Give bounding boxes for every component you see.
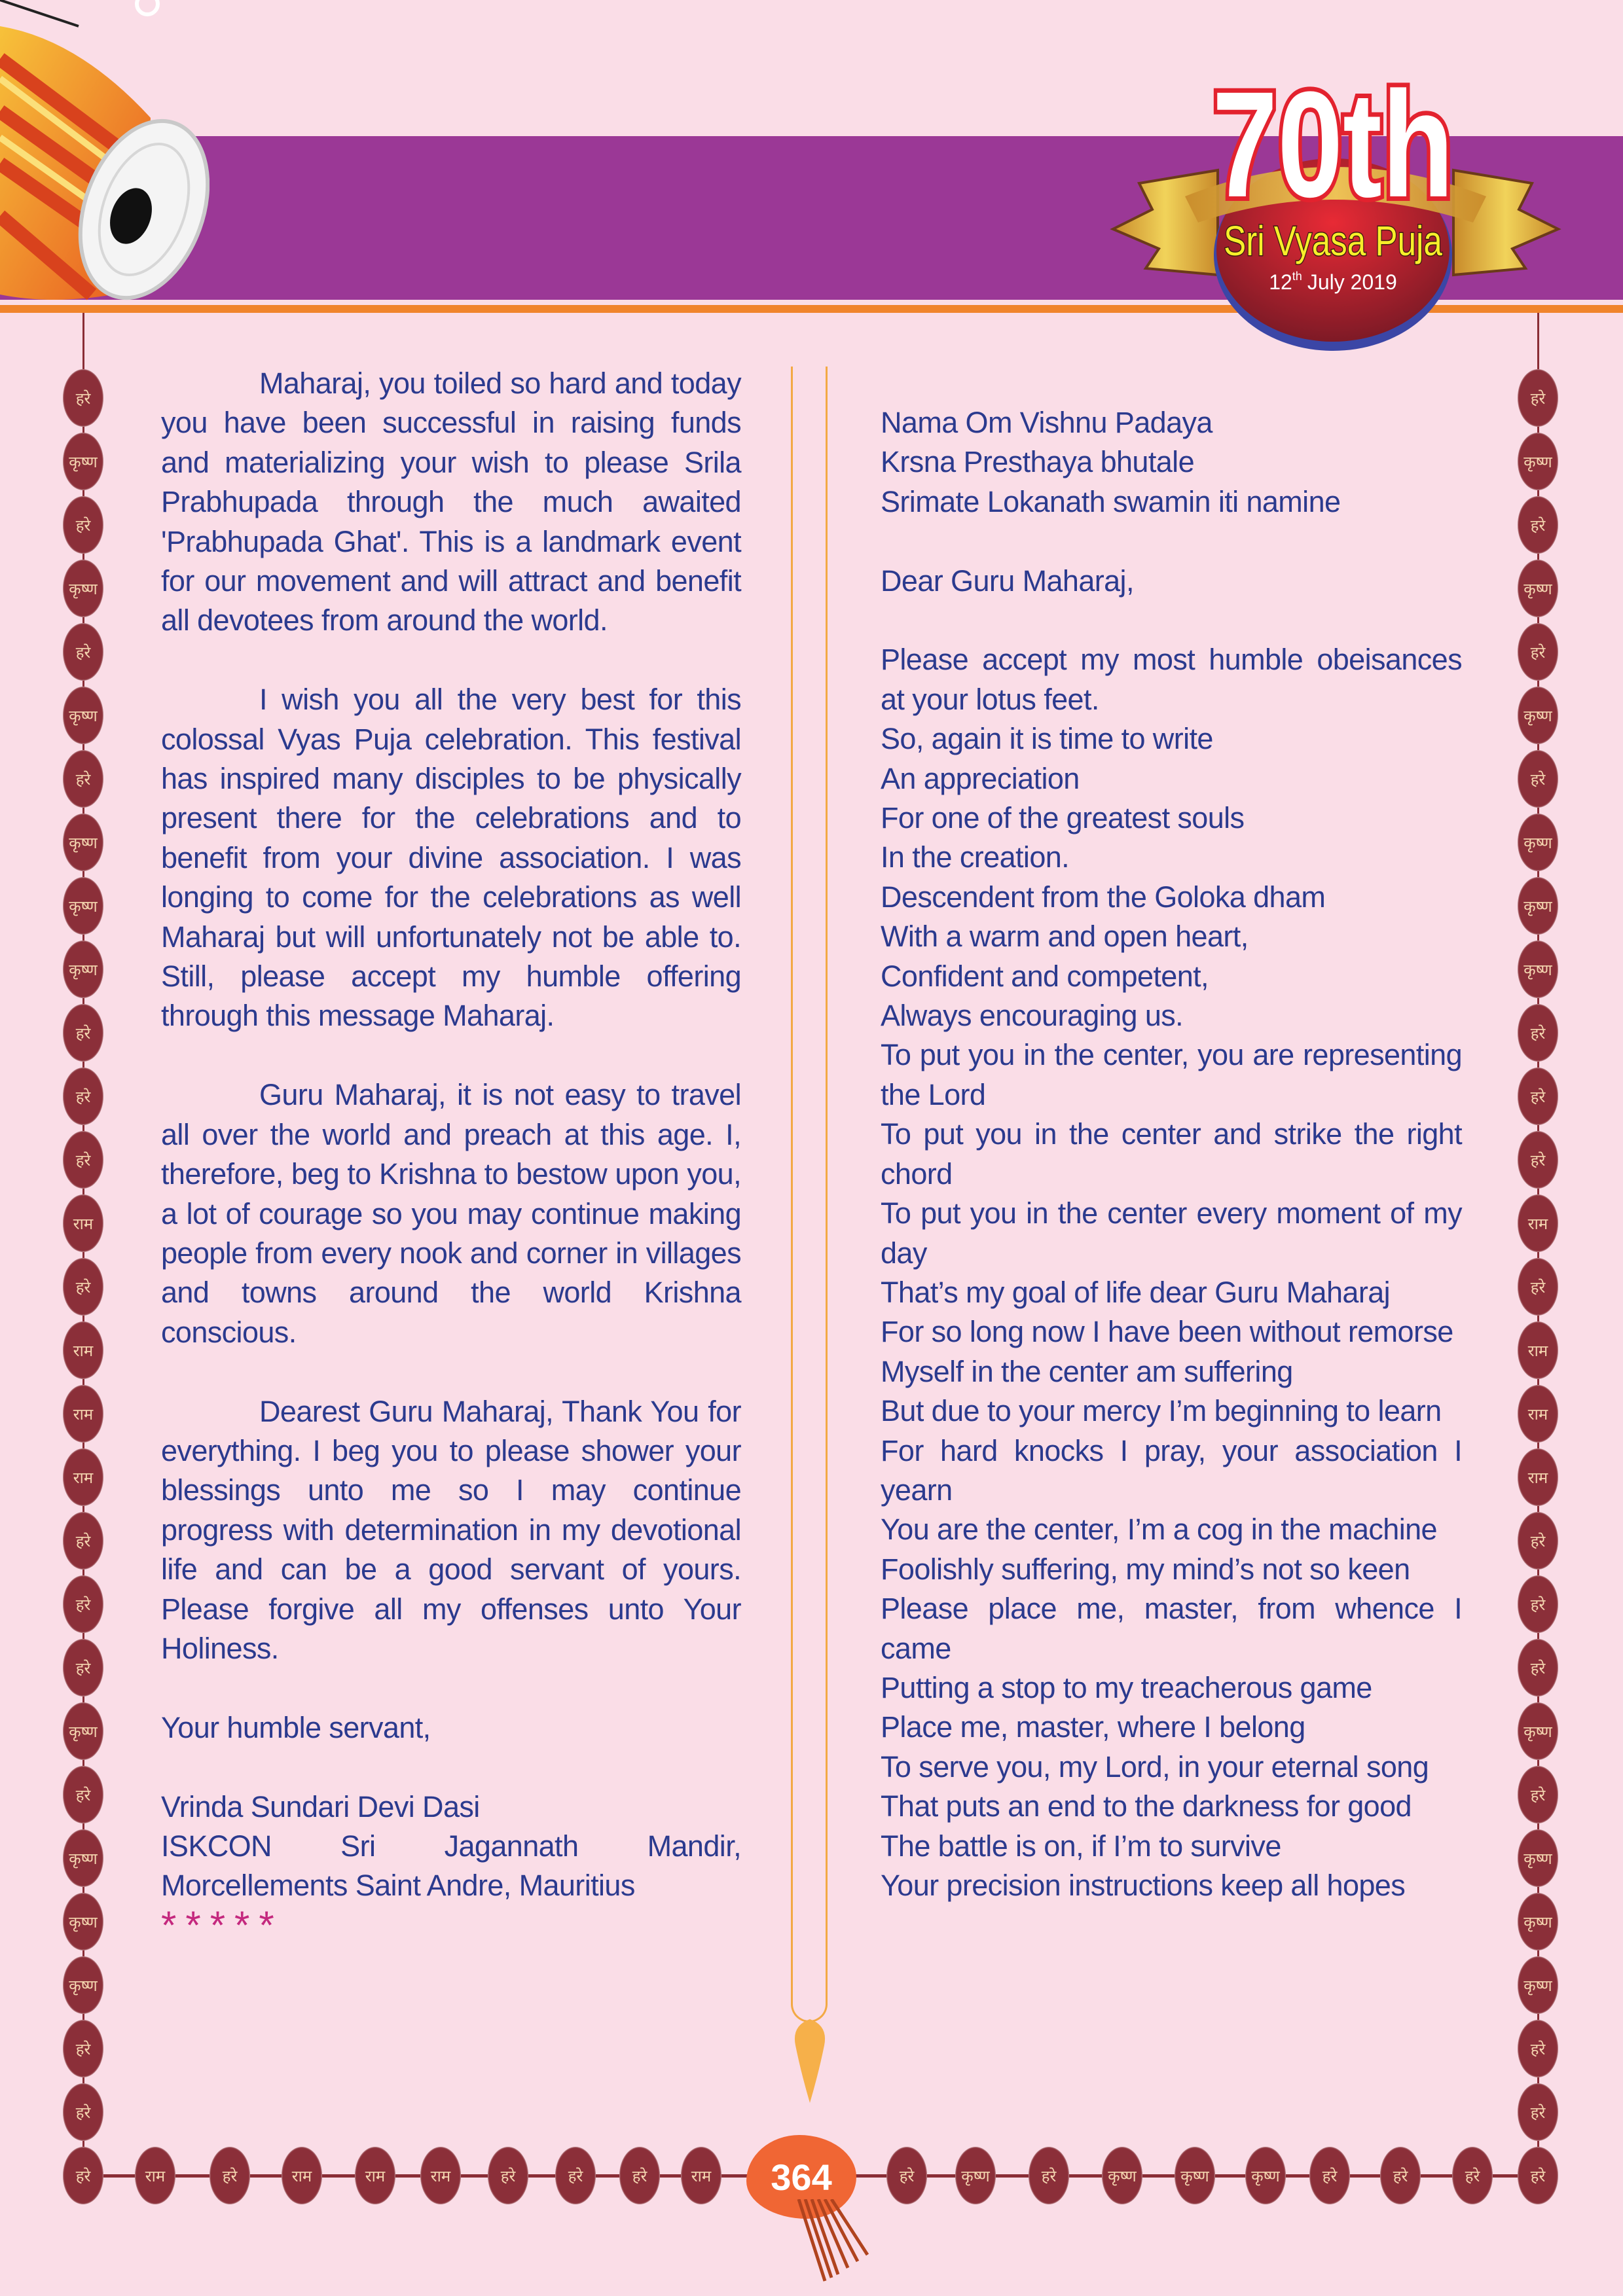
signature-name: Vrinda Sundari Devi Dasi [161, 1789, 480, 1823]
tassel-ornament [786, 2199, 877, 2284]
mantra-bead: हरे [63, 1512, 103, 1570]
poem-line: To serve you, my Lord, in your eternal song [881, 1749, 1429, 1784]
badge-date: 12th July 2019 [1269, 270, 1397, 294]
letter-paragraph: Maharaj, you toiled so hard and today you have been successful in raising funds and materializing your wish to please Srila Prabhupada through the much awaited 'Prabhupada Ghat'. This is a landmark event for our movement and will attract and benefit all devotees from around the world. [161, 367, 741, 637]
page-number: 364 [746, 2135, 856, 2219]
mantra-bead: हरे [1518, 1131, 1558, 1189]
mantra-line: Krsna Presthaya bhutale [881, 445, 1195, 479]
mantra-bead: हरे [555, 2147, 596, 2204]
mantra-bead: कृष्ण [63, 1956, 103, 2014]
mantra-bead: हरे [63, 1575, 103, 1633]
mantra-bead: हरे [63, 2083, 103, 2141]
mantra-bead: कृष्ण [63, 433, 103, 490]
letter-paragraph: Guru Maharaj, it is not easy to travel all over the world and preach at this age. I, therefore, beg to Krishna to bestow upon you, a lot of courage so you may continue making people from every nook and corner in villages and towns around the world Krishna conscious. [161, 1078, 741, 1349]
poem-line: For hard knocks I pray, your association I yearn [881, 1433, 1462, 1507]
poem-line: An appreciation [881, 761, 1080, 795]
letter-column [161, 364, 741, 1945]
mantra-bead: हरे [63, 1258, 103, 1316]
mantra-bead: कृष्ण [1102, 2147, 1142, 2204]
signature-organization: ISKCON Sri Jagannath Mandir, [161, 1829, 741, 1863]
mantra-bead: हरे [63, 1766, 103, 1823]
poem-line: With a warm and open heart, [881, 920, 1249, 954]
mantra-bead: कृष्ण [1518, 877, 1558, 935]
mantra-bead: हरे [1380, 2147, 1421, 2204]
mantra-bead: कृष्ण [63, 687, 103, 744]
mantra-bead: राम [135, 2147, 175, 2204]
closing-line: Your humble servant, [161, 1710, 431, 1744]
divider-drop-ornament [790, 2019, 830, 2104]
mantra-bead: कृष्ण [955, 2147, 996, 2204]
mantra-bead: कृष्ण [63, 1893, 103, 1950]
poem-line: To put you in the center and strike the right chord [881, 1117, 1462, 1191]
poem-line: Place me, master, where I belong [881, 1710, 1305, 1744]
stars-separator: ***** [161, 1903, 283, 1947]
poem-line: That’s my goal of life dear Guru Maharaj [881, 1275, 1391, 1309]
column-divider [791, 367, 828, 2022]
salutation: Dear Guru Maharaj, [881, 564, 1134, 598]
mantra-bead: हरे [1518, 369, 1558, 427]
mantra-bead: हरे [1518, 2020, 1558, 2077]
mantra-bead: हरे [63, 496, 103, 554]
mantra-bead: हरे [1309, 2147, 1350, 2204]
mantra-bead: कृष्ण [1518, 1702, 1558, 1760]
poem-line: So, again it is time to write [881, 722, 1213, 756]
mantra-line: Nama Om Vishnu Padaya [881, 406, 1213, 439]
mantra-bead: कृष्ण [1175, 2147, 1215, 2204]
mantra-bead: हरे [1518, 1512, 1558, 1570]
mantra-bead: हरे [1518, 496, 1558, 554]
poem-column [881, 403, 1462, 1905]
mantra-bead: हरे [1518, 1766, 1558, 1823]
mantra-bead: हरे [63, 1067, 103, 1125]
mantra-bead: राम [63, 1448, 103, 1506]
poem-line: That puts an end to the darkness for good [881, 1789, 1412, 1823]
letter-paragraph: Dearest Guru Maharaj, Thank You for everything. I beg you to please shower your blessings unto me so I may continue progress with determination in my devotional life and can be a good servant of yours. Please forgive all my offenses unto Your Holiness. [161, 1394, 741, 1665]
mantra-bead: कृष्ण [1518, 687, 1558, 744]
poem-line: For one of the greatest souls [881, 801, 1245, 835]
badge-ordinal: 70th [1212, 60, 1454, 229]
poem-line: Foolishly suffering, my mind’s not so keen [881, 1552, 1410, 1586]
mantra-bead: कृष्ण [1245, 2147, 1286, 2204]
mantra-bead: हरे [63, 1004, 103, 1062]
mantra-bead: कृष्ण [63, 560, 103, 617]
mantra-bead: कृष्ण [63, 877, 103, 935]
mantra-bead: कृष्ण [1518, 433, 1558, 490]
mantra-bead: हरे [1518, 750, 1558, 808]
mantra-bead: राम [1518, 1385, 1558, 1443]
mantra-bead: कृष्ण [1518, 814, 1558, 871]
letter-paragraph: I wish you all the very best for this colossal Vyas Puja celebration. This festival has inspired many disciples to be physically present there for the celebrations and to benefit from your divine association. I was longing to come for the celebrations as well Maharaj but will unfortunately not be able to. Still, please accept my humble offering through this message Maharaj. [161, 683, 741, 1033]
poem-line: Putting a stop to my treacherous game [881, 1670, 1372, 1704]
mantra-bead: कृष्ण [1518, 560, 1558, 617]
mantra-bead: हरे [63, 750, 103, 808]
mantra-bead: राम [420, 2147, 461, 2204]
mantra-bead: हरे [63, 623, 103, 681]
mantra-bead: हरे [886, 2147, 927, 2204]
mantra-bead: हरे [63, 1639, 103, 1696]
poem-line: Always encouraging us. [881, 999, 1184, 1033]
mantra-bead: हरे [63, 2020, 103, 2077]
mantra-bead: कृष्ण [63, 1829, 103, 1887]
poem-line: Myself in the center am suffering [881, 1354, 1293, 1388]
mantra-bead: कृष्ण [63, 941, 103, 998]
signature-place: Morcellements Saint Andre, Mauritius [161, 1869, 635, 1903]
mantra-bead: राम [1518, 1321, 1558, 1379]
mantra-bead: हरे [1518, 2083, 1558, 2141]
mantra-bead: हरे [1518, 1258, 1558, 1316]
mantra-bead: राम [63, 1321, 103, 1379]
poem-line: Please accept my most humble obeisances at your lotus feet. [881, 643, 1462, 716]
poem-line: But due to your mercy I’m beginning to learn [881, 1394, 1442, 1428]
vyasa-puja-badge [1106, 59, 1565, 360]
mantra-bead: कृष्ण [1518, 1956, 1558, 2014]
poem-line: For so long now I have been without remorse [881, 1315, 1453, 1349]
mantra-bead: कृष्ण [1518, 1829, 1558, 1887]
mantra-bead: हरे [1518, 1575, 1558, 1633]
poem-line: Confident and competent, [881, 959, 1209, 993]
mantra-bead: राम [355, 2147, 395, 2204]
mantra-bead: हरे [210, 2147, 250, 2204]
mridanga-drum-icon [0, 0, 210, 314]
poem-line: To put you in the center, you are representing the Lord [881, 1038, 1462, 1111]
mantra-bead: राम [1518, 1448, 1558, 1506]
poem-line: In the creation. [881, 840, 1070, 874]
mantra-bead: राम [63, 1385, 103, 1443]
mantra-line: Srimate Lokanath swamin iti namine [881, 484, 1341, 518]
mantra-bead: हरे [619, 2147, 660, 2204]
mantra-bead: हरे [1518, 1004, 1558, 1062]
mantra-bead: राम [1518, 1194, 1558, 1252]
mantra-bead: कृष्ण [1518, 1893, 1558, 1950]
mantra-bead: राम [282, 2147, 322, 2204]
mantra-bead: हरे [63, 2147, 103, 2204]
mantra-bead: हरे [1452, 2147, 1493, 2204]
mantra-bead: हरे [63, 1131, 103, 1189]
badge-title: Sri Vyasa Puja [1224, 218, 1442, 265]
poem-line: To put you in the center every moment of my day [881, 1196, 1462, 1270]
poem-line: Please place me, master, from whence I came [881, 1592, 1462, 1665]
mantra-bead: हरे [1029, 2147, 1069, 2204]
mantra-bead: हरे [1518, 623, 1558, 681]
poem-line: The battle is on, if I’m to survive [881, 1829, 1281, 1863]
poem-line: Descendent from the Goloka dham [881, 880, 1326, 914]
mantra-bead: हरे [1518, 1067, 1558, 1125]
mantra-bead: कृष्ण [63, 814, 103, 871]
mantra-bead: हरे [1518, 2147, 1558, 2204]
mantra-bead: कृष्ण [63, 1702, 103, 1760]
poem-line: Your precision instructions keep all hopes [881, 1869, 1406, 1902]
mantra-bead: हरे [63, 369, 103, 427]
mantra-bead: हरे [488, 2147, 528, 2204]
mantra-bead: राम [63, 1194, 103, 1252]
mantra-bead: हरे [1518, 1639, 1558, 1696]
mantra-bead: कृष्ण [1518, 941, 1558, 998]
mantra-bead: राम [681, 2147, 721, 2204]
poem-line: You are the center, I’m a cog in the machine [881, 1513, 1437, 1547]
